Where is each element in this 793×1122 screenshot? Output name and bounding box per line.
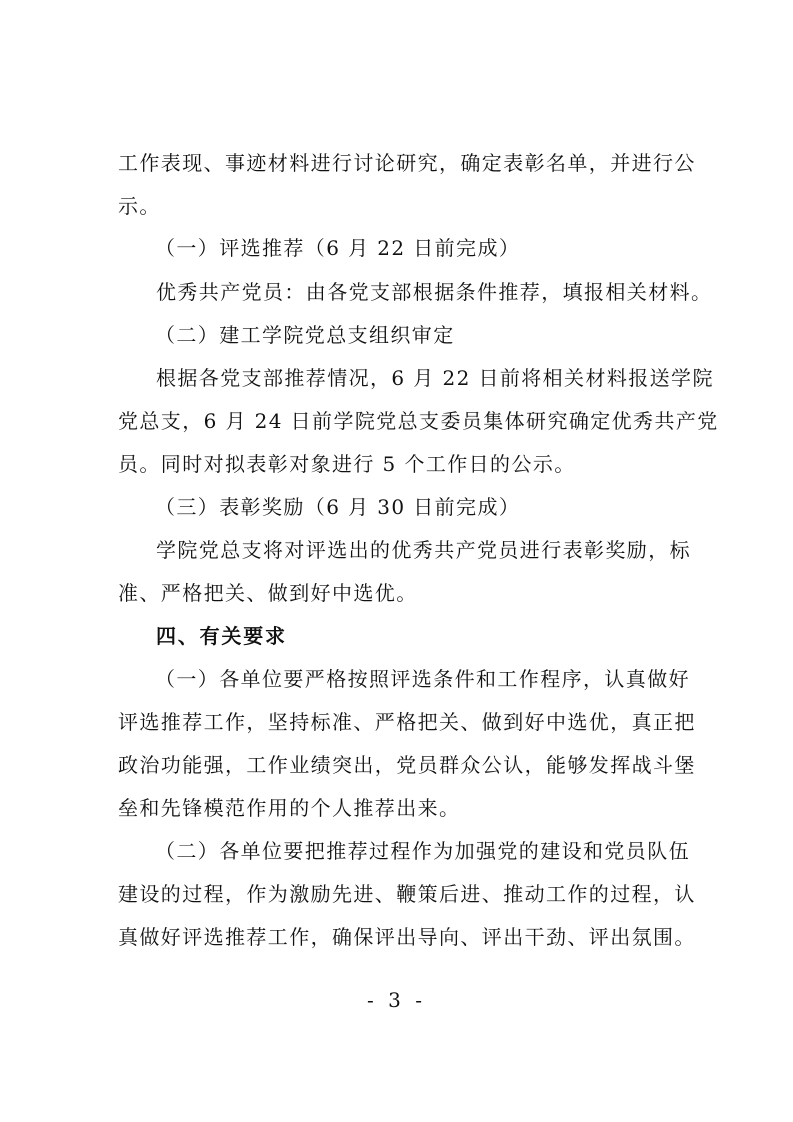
paragraph-line: 真做好评选推荐工作，确保评出导向、评出干劲、评出氛围。 xyxy=(118,925,696,949)
paragraph-line: 党总支，6 月 24 日前学院党总支委员集体研究确定优秀共产党 xyxy=(118,409,719,433)
section-heading: 四、有关要求 xyxy=(156,624,287,648)
paragraph-line: （一）各单位要严格按照评选条件和工作程序，认真做好 xyxy=(155,667,690,691)
paragraph-line: 员。同时对拟表彰对象进行 5 个工作日的公示。 xyxy=(118,452,576,476)
paragraph-line: 根据各党支部推荐情况，6 月 22 日前将相关材料报送学院 xyxy=(156,366,714,390)
paragraph-line: （二）各单位要把推荐过程作为加强党的建设和党员队伍 xyxy=(155,839,690,863)
paragraph-line: 政治功能强，工作业绩突出，党员群众公认，能够发挥战斗堡 xyxy=(118,753,696,777)
paragraph-line: 垒和先锋模范作用的个人推荐出来。 xyxy=(118,796,461,820)
subsection-title-1: （一）评选推荐（6 月 22 日前完成） xyxy=(155,236,521,260)
paragraph-line: 评选推荐工作，坚持标准、严格把关、做到好中选优，真正把 xyxy=(118,710,696,734)
subsection-title-3: （三）表彰奖励（6 月 30 日前完成） xyxy=(155,495,521,519)
page-number: - 3 - xyxy=(367,988,426,1012)
paragraph-line: 准、严格把关、做到好中选优。 xyxy=(118,581,418,605)
paragraph-line: 工作表现、事迹材料进行讨论研究，确定表彰名单，并进行公 xyxy=(118,151,696,175)
paragraph-line: 建设的过程，作为激励先进、鞭策后进、推动工作的过程，认 xyxy=(118,882,696,906)
paragraph-line: 学院党总支将对评选出的优秀共产党员进行表彰奖励，标 xyxy=(156,538,691,562)
paragraph-line: 示。 xyxy=(118,194,161,218)
paragraph-line: 优秀共产党员：由各党支部根据条件推荐，填报相关材料。 xyxy=(156,280,713,304)
subsection-title-2: （二）建工学院党总支组织审定 xyxy=(155,323,455,347)
